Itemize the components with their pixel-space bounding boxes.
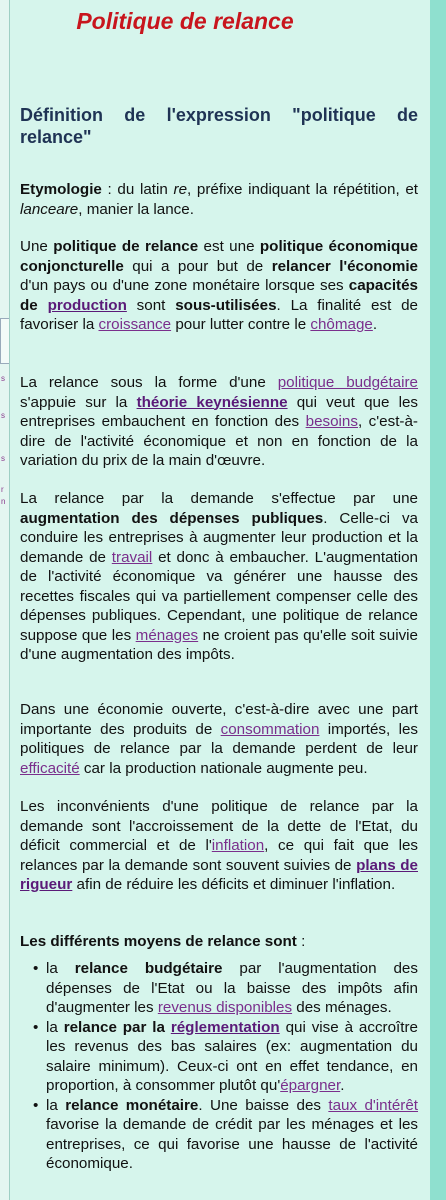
link-epargner[interactable]: épargner: [280, 1077, 341, 1094]
text: qui a pour but de: [123, 257, 272, 275]
text: . La finalité est de favoriser la: [20, 296, 419, 333]
list-heading: [20, 932, 418, 952]
side-fragment: s: [1, 374, 5, 383]
latin-word: re: [173, 181, 188, 198]
bold-term: augmentation des dépenses publiques: [20, 509, 324, 527]
bold-term: relancer l'économie: [271, 257, 418, 275]
etymology-label: Etymologie: [20, 181, 102, 198]
link-efficacite[interactable]: efficacité: [20, 759, 80, 777]
side-fragment: r: [1, 485, 4, 494]
bullet-icon: •: [33, 960, 39, 977]
side-fragment: n: [1, 497, 6, 506]
text: sont: [126, 296, 176, 314]
text: .: [340, 1077, 345, 1094]
latin-word: lanceare: [20, 200, 79, 218]
text: , préfixe indiquant la répétition, et: [187, 181, 419, 198]
text: la: [46, 960, 75, 977]
text: qui vise à accroître les revenus des bas salaires (ex: augmentation du salaire minimum). Ceux-ci ont en effet tendance, en proportion, à consommer plutôt qu': [46, 1018, 419, 1094]
link-taux-interet[interactable]: taux d'intérêt: [328, 1096, 419, 1114]
text: Une: [20, 238, 54, 255]
paragraph-definition: [20, 237, 418, 335]
text: , c'est-à-dire de l'activité économique et non en fonction de la variation du prix de la main d'œuvre.: [20, 413, 418, 469]
text: La relance par la demande s'effectue par une: [20, 490, 418, 507]
page-title: Politique de relance: [76, 8, 294, 34]
link-production[interactable]: production: [47, 296, 127, 314]
bold-term: relance budgétaire: [74, 960, 223, 977]
bold-term: relance monétaire: [65, 1096, 199, 1114]
bold-term: sous-utilisées: [175, 296, 277, 314]
link-reglementation[interactable]: réglementation: [170, 1018, 280, 1036]
text: afin de réduire les déficits et diminuer l'inflation.: [72, 876, 396, 893]
text: . Une baisse des: [198, 1096, 329, 1114]
paragraph-drawbacks: [20, 797, 418, 895]
page-margin-right: [430, 0, 446, 1200]
link-theorie-keynesienne[interactable]: théorie keynésienne: [136, 393, 288, 411]
link-politique-budgetaire[interactable]: politique budgétaire: [277, 374, 419, 391]
link-consommation[interactable]: consommation: [220, 720, 320, 738]
bullet-icon: •: [33, 1018, 39, 1036]
text: ne croient pas qu'elle soit suivie d'une augmentation des impôts.: [20, 626, 418, 663]
link-croissance[interactable]: croissance: [98, 316, 172, 333]
text: : du latin: [101, 181, 174, 198]
link-chomage[interactable]: chômage: [310, 316, 373, 333]
etymology-paragraph: [20, 180, 418, 219]
paragraph-budgetary: [20, 373, 418, 471]
link-besoins[interactable]: besoins: [305, 413, 358, 430]
list-item: [20, 959, 418, 1018]
side-fragment: s: [1, 411, 5, 420]
text: , manier la lance.: [78, 200, 194, 218]
text: qui veut que les entreprises embauchent en fonction des: [20, 393, 418, 430]
text: .: [372, 316, 378, 333]
bold-term: politique de relance: [53, 238, 199, 255]
link-travail[interactable]: travail: [111, 548, 153, 566]
left-page-strip: [0, 0, 9, 1200]
text: car la production nationale augmente peu.: [79, 759, 368, 777]
side-fragment: s: [1, 454, 5, 463]
link-menages[interactable]: ménages: [135, 626, 199, 644]
paragraph-demand: [20, 489, 418, 665]
text: Les inconvénients d'une politique de relance par la demande sont l'accroissement de la dette de l'Etat, du déficit commercial et de l': [20, 798, 418, 854]
paragraph-open-economy: [20, 700, 418, 778]
definition-heading: Définition de l'expression "politique de relance": [20, 105, 418, 147]
article-panel: [9, 0, 431, 1200]
list-item: [20, 1018, 418, 1096]
link-plans-de-rigueur[interactable]: plans de rigueur: [20, 856, 418, 893]
text: Dans une économie ouverte, c'est-à-dire avec une part importante des produits de: [20, 701, 418, 738]
text: favorise la demande de crédit par les ménages et les entreprises, ce qui favorise une hausse de l'activité économique.: [46, 1116, 418, 1172]
bold-term: relance par la: [63, 1018, 171, 1036]
text: La relance sous la forme d'une: [20, 374, 278, 391]
text: est une: [198, 238, 260, 255]
text: la: [46, 1018, 64, 1036]
text: . Celle-ci va conduire les entreprises à augmenter leur production et la demande de: [20, 509, 418, 566]
link-revenus-disponibles[interactable]: revenus disponibles: [157, 999, 293, 1016]
list-title: Les différents moyens de relance sont: [20, 933, 297, 950]
bold-term: capacités de: [20, 277, 418, 314]
text: :: [296, 933, 306, 950]
text: par l'augmentation des dépenses de l'Etat ou la baisse des impôts afin d'augmenter les: [46, 960, 418, 1016]
text: la: [46, 1096, 66, 1114]
text: et donc à embaucher. L'augmentation de l'activité économique va générer une hausse des recettes fiscales qui va partiellement compenser celle des dépenses publiques. Cependant, une politique de relance suppose que les: [20, 548, 419, 644]
text: s'appuie sur la: [20, 393, 137, 411]
text: des ménages.: [292, 999, 392, 1016]
text: d'un pays ou d'une zone monétaire lorsque ses: [20, 277, 349, 294]
text: importés, les politiques de relance par la demande perdent de leur: [20, 720, 419, 757]
text: , ce qui fait que les relances par la demande sont souvent suivies de: [20, 837, 419, 874]
list-item: [20, 1096, 418, 1174]
relance-means-list: [20, 959, 418, 1174]
text: pour lutter contre le: [171, 316, 311, 333]
link-inflation[interactable]: inflation: [211, 837, 265, 854]
bullet-icon: •: [33, 1096, 39, 1114]
bold-term: politique économique conjoncturelle: [20, 238, 418, 275]
